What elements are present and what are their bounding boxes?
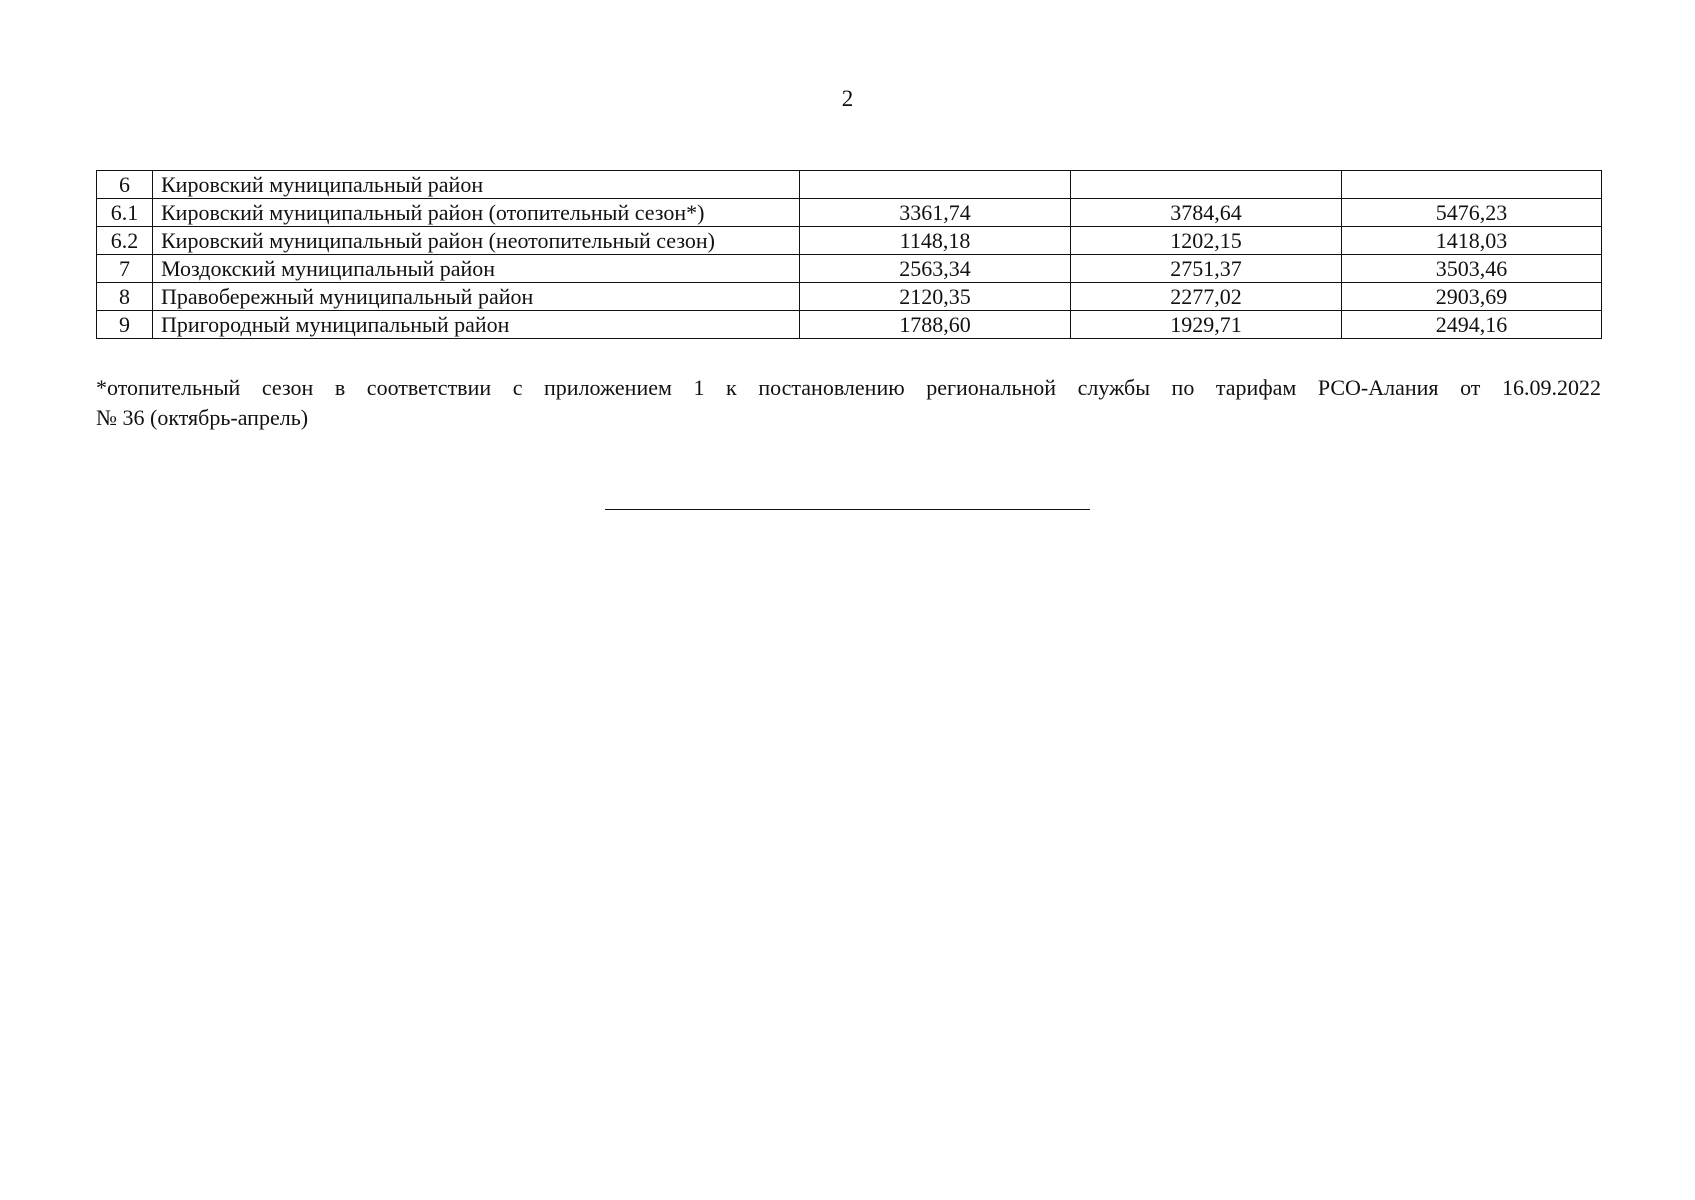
value-cell-1: 1148,18 (800, 227, 1071, 255)
value-cell-2: 1929,71 (1071, 311, 1342, 339)
district-name-cell: Кировский муниципальный район (неотопительный сезон) (153, 227, 800, 255)
footnote-line-2: № 36 (октябрь-апрель) (96, 405, 309, 430)
value-cell-2: 2751,37 (1071, 255, 1342, 283)
row-number-cell: 7 (97, 255, 153, 283)
row-number-cell: 8 (97, 283, 153, 311)
value-cell-1: 3361,74 (800, 199, 1071, 227)
value-cell-1: 2563,34 (800, 255, 1071, 283)
district-name-cell: Кировский муниципальный район (153, 171, 800, 199)
row-number-cell: 9 (97, 311, 153, 339)
value-cell-3: 2494,16 (1342, 311, 1602, 339)
table-row (97, 311, 1602, 339)
value-cell-3: 1418,03 (1342, 227, 1602, 255)
district-name-cell: Моздокский муниципальный район (153, 255, 800, 283)
district-name-cell: Пригородный муниципальный район (153, 311, 800, 339)
value-cell-3 (1342, 171, 1602, 199)
row-number-cell: 6.2 (97, 227, 153, 255)
district-name-cell: Кировский муниципальный район (отопительный сезон*) (153, 199, 800, 227)
value-cell-1: 2120,35 (800, 283, 1071, 311)
row-number-cell: 6.1 (97, 199, 153, 227)
value-cell-3: 5476,23 (1342, 199, 1602, 227)
value-cell-2: 3784,64 (1071, 199, 1342, 227)
value-cell-1 (800, 171, 1071, 199)
row-number-cell: 6 (97, 171, 153, 199)
value-cell-3: 2903,69 (1342, 283, 1602, 311)
table-row (97, 283, 1602, 311)
value-cell-2 (1071, 171, 1342, 199)
page-number: 2 (841, 86, 854, 111)
footnote-line-1: *отопительный сезон в соответствии с приложением 1 к постановлению региональной службы по тарифам РСО-Алания от 16.09.2022 (96, 375, 1601, 400)
value-cell-3: 3503,46 (1342, 255, 1602, 283)
tariff-table (96, 170, 1602, 339)
table-row (97, 171, 1602, 199)
value-cell-1: 1788,60 (800, 311, 1071, 339)
district-name-cell: Правобережный муниципальный район (153, 283, 800, 311)
value-cell-2: 2277,02 (1071, 283, 1342, 311)
table-row (97, 199, 1602, 227)
end-of-document-rule (605, 509, 1090, 510)
footnote (96, 373, 1601, 433)
table-row (97, 255, 1602, 283)
value-cell-2: 1202,15 (1071, 227, 1342, 255)
table-row (97, 227, 1602, 255)
